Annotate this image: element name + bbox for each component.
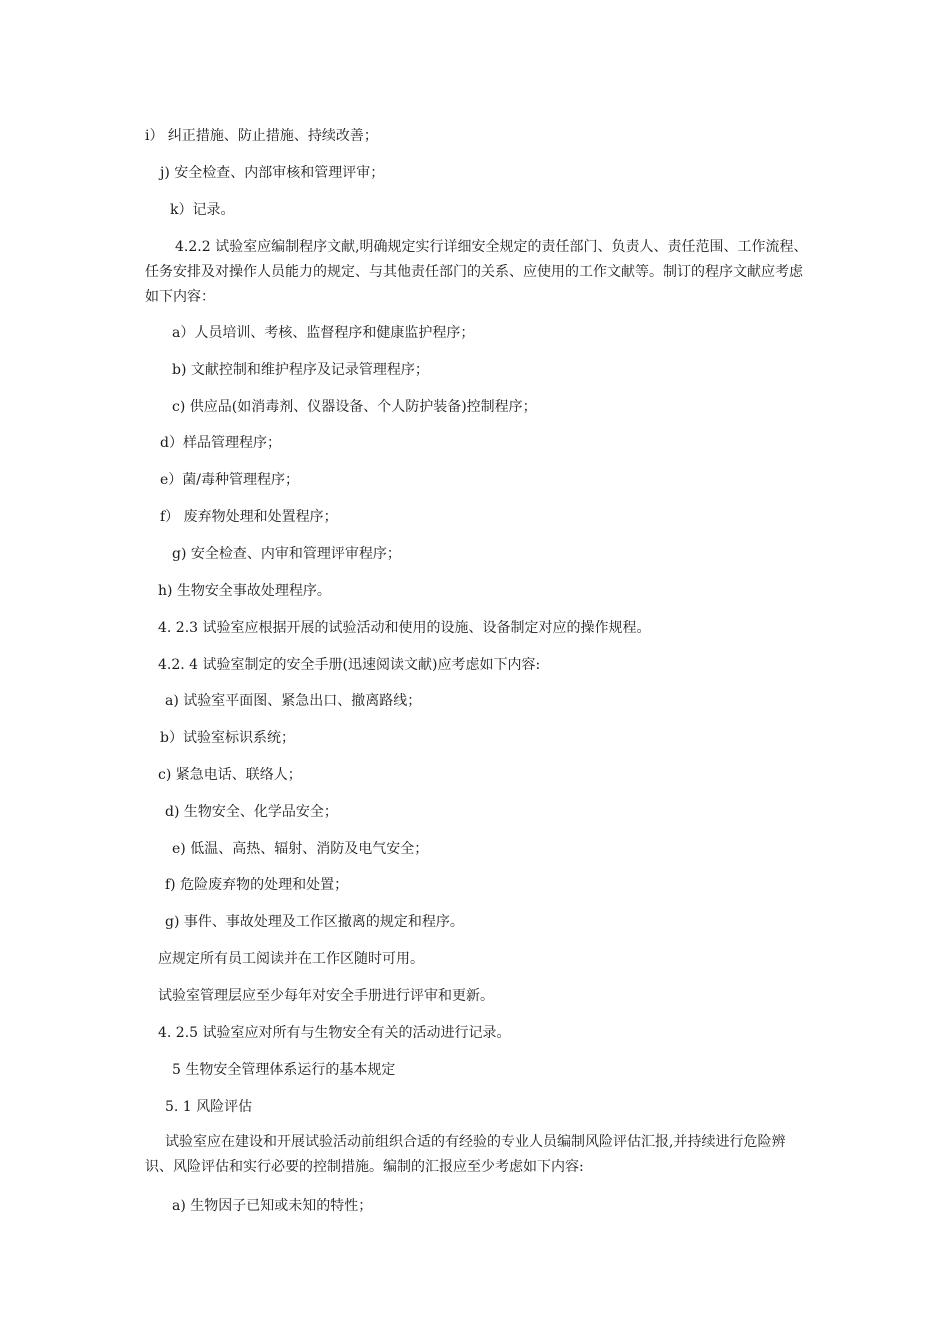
list-item-a: a）人员培训、考核、监督程序和健康监护程序；	[172, 325, 475, 341]
list-item-g: g) 安全检查、内审和管理评审程序；	[172, 546, 401, 562]
list-item-e: e) 低温、高热、辐射、消防及电气安全；	[172, 841, 429, 857]
list-item-e: e）菌/毒种管理程序；	[160, 472, 300, 488]
paragraph-4-2-5: 4. 2.5 试验室应对所有与生物安全有关的活动进行记录。	[158, 1025, 511, 1041]
list-item-b: b) 文献控制和维护程序及记录管理程序；	[172, 362, 429, 378]
paragraph-staff-reading: 应规定所有员工阅读并在工作区随时可用。	[158, 951, 424, 967]
list-item-g: g) 事件、事故处理及工作区撤离的规定和程序。	[165, 914, 464, 930]
list-item-c: c) 供应品(如消毒剂、仪器设备、个人防护装备)控制程序；	[172, 399, 537, 415]
paragraph-4-2-3: 4. 2.3 试验室应根据开展的试验活动和使用的设施、设备制定对应的操作规程。	[158, 620, 651, 636]
list-item-c: c) 紧急电话、联络人；	[158, 767, 302, 783]
list-item-d: d) 生物安全、化学品安全；	[165, 804, 338, 820]
list-item-b: b）试验室标识系统；	[160, 730, 295, 746]
paragraph-risk-assessment: 试验室应在建设和开展试验活动前组织合适的有经验的专业人员编制风险评估汇报,并持续进行危险辨识、风险评估和实行必要的控制措施。编制的汇报应至少考虑如下内容:	[145, 1134, 786, 1175]
list-item-i: i） 纠正措施、防止措施、持续改善；	[145, 128, 378, 144]
list-item-f: f） 废弃物处理和处置程序；	[160, 509, 338, 525]
list-item-a: a) 生物因子已知或未知的特性；	[172, 1198, 373, 1214]
list-item-f: f) 危险废弃物的处理和处置；	[165, 877, 349, 893]
section-heading-5: 5 生物安全管理体系运行的基本规定	[172, 1062, 396, 1078]
list-item-k: k）记录。	[170, 202, 235, 218]
list-item-h: h) 生物安全事故处理程序。	[158, 583, 331, 599]
list-item-d: d）样品管理程序；	[160, 435, 281, 451]
paragraph-4-2-4: 4.2. 4 试验室制定的安全手册(迅速阅读文献)应考虑如下内容:	[158, 657, 541, 673]
paragraph-annual-review: 试验室管理层应至少每年对安全手册进行评审和更新。	[158, 988, 494, 1004]
paragraph-4-2-2: 4.2.2 试验室应编制程序文献,明确规定实行详细安全规定的责任部门、负责人、责任范围、工作流程、任务安排及对操作人员能力的规定、与其他责任部门的关系、应使用的工作文献等。制订的程序文献应考虑如下内容：	[145, 239, 808, 305]
list-item-a: a) 试验室平面图、紧急出口、撤离路线；	[165, 693, 422, 709]
section-heading-5-1: 5. 1 风险评估	[165, 1099, 253, 1115]
list-item-j: j) 安全检查、内部审核和管理评审；	[160, 165, 385, 181]
